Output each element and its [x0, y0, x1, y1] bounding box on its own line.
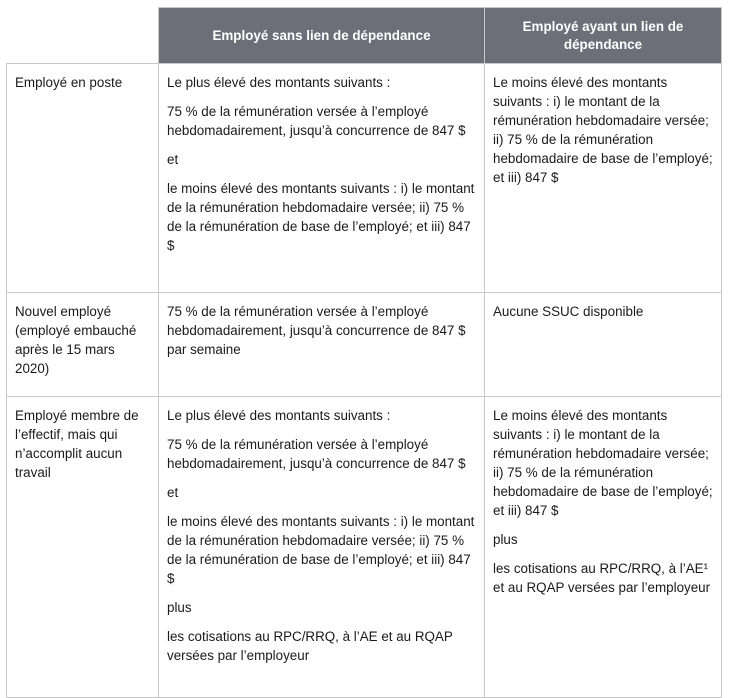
- cell-paragraph: et: [167, 152, 179, 167]
- cell-paragraph: les cotisations au RPC/RRQ, à l’AE et au RQAP versées par l’employeur: [167, 629, 453, 663]
- arms-length-cell: [159, 397, 485, 698]
- cell-paragraph: 75 % de la rémunération versée à l’employé hebdomadairement, jusqu’à concurrence de 847 $ par semaine: [167, 304, 466, 357]
- cell-paragraph: Le moins élevé des montants suivants : i) le montant de la rémunération hebdomadaire versée; ii) 75 % de la rémunération hebdomadaire de base de l’employé; et iii) 847 $: [493, 408, 713, 518]
- header-row: [7, 8, 722, 64]
- cell-paragraph: Le moins élevé des montants suivants : i) le montant de la rémunération hebdomadaire versée; ii) 75 % de la rémunération hebdomadaire de base de l’employé; et iii) 847 $: [493, 75, 713, 185]
- cell-paragraph: les cotisations au RPC/RRQ, à l’AE¹ et au RQAP versées par l’employeur: [493, 561, 711, 595]
- cell-paragraph: 75 % de la rémunération versée à l’employé hebdomadairement, jusqu’à concurrence de 847 $: [167, 437, 466, 471]
- header-empty-cell: [7, 8, 159, 64]
- cell-paragraph: plus: [493, 532, 518, 547]
- cell-paragraph: le moins élevé des montants suivants : i) le montant de la rémunération hebdomadaire versée; ii) 75 % de la rémunération de base de l’employé; et iii) 847 $: [167, 514, 475, 586]
- header-non-arms-length: Employé ayant un lien de dépendance: [485, 8, 722, 64]
- cell-paragraph: plus: [167, 600, 192, 615]
- arms-length-cell: [159, 293, 485, 397]
- arms-length-cell: [159, 64, 485, 293]
- row-label: Employé en poste: [7, 64, 159, 293]
- cell-paragraph: et: [167, 485, 179, 500]
- non-arms-length-cell: [485, 293, 722, 397]
- non-arms-length-cell: [485, 64, 722, 293]
- cell-paragraph: Aucune SSUC disponible: [493, 304, 644, 319]
- cell-paragraph: le moins élevé des montants suivants : i) le montant de la rémunération hebdomadaire versée; ii) 75 % de la rémunération de base de l’employé; et iii) 847 $: [167, 181, 475, 253]
- cell-paragraph: Le plus élevé des montants suivants :: [167, 75, 391, 90]
- cell-paragraph: 75 % de la rémunération versée à l’employé hebdomadairement, jusqu’à concurrence de 847 $: [167, 104, 466, 138]
- table-row: [7, 64, 722, 293]
- table-row: [7, 397, 722, 698]
- header-arms-length: Employé sans lien de dépendance: [159, 8, 485, 64]
- non-arms-length-cell: [485, 397, 722, 698]
- row-label: Employé membre de l’effectif, mais qui n’accomplit aucun travail: [7, 397, 159, 698]
- table-row: [7, 293, 722, 397]
- wage-subsidy-table: [6, 7, 722, 698]
- cell-paragraph: Le plus élevé des montants suivants :: [167, 408, 391, 423]
- row-label: Nouvel employé (employé embauché après le 15 mars 2020): [7, 293, 159, 397]
